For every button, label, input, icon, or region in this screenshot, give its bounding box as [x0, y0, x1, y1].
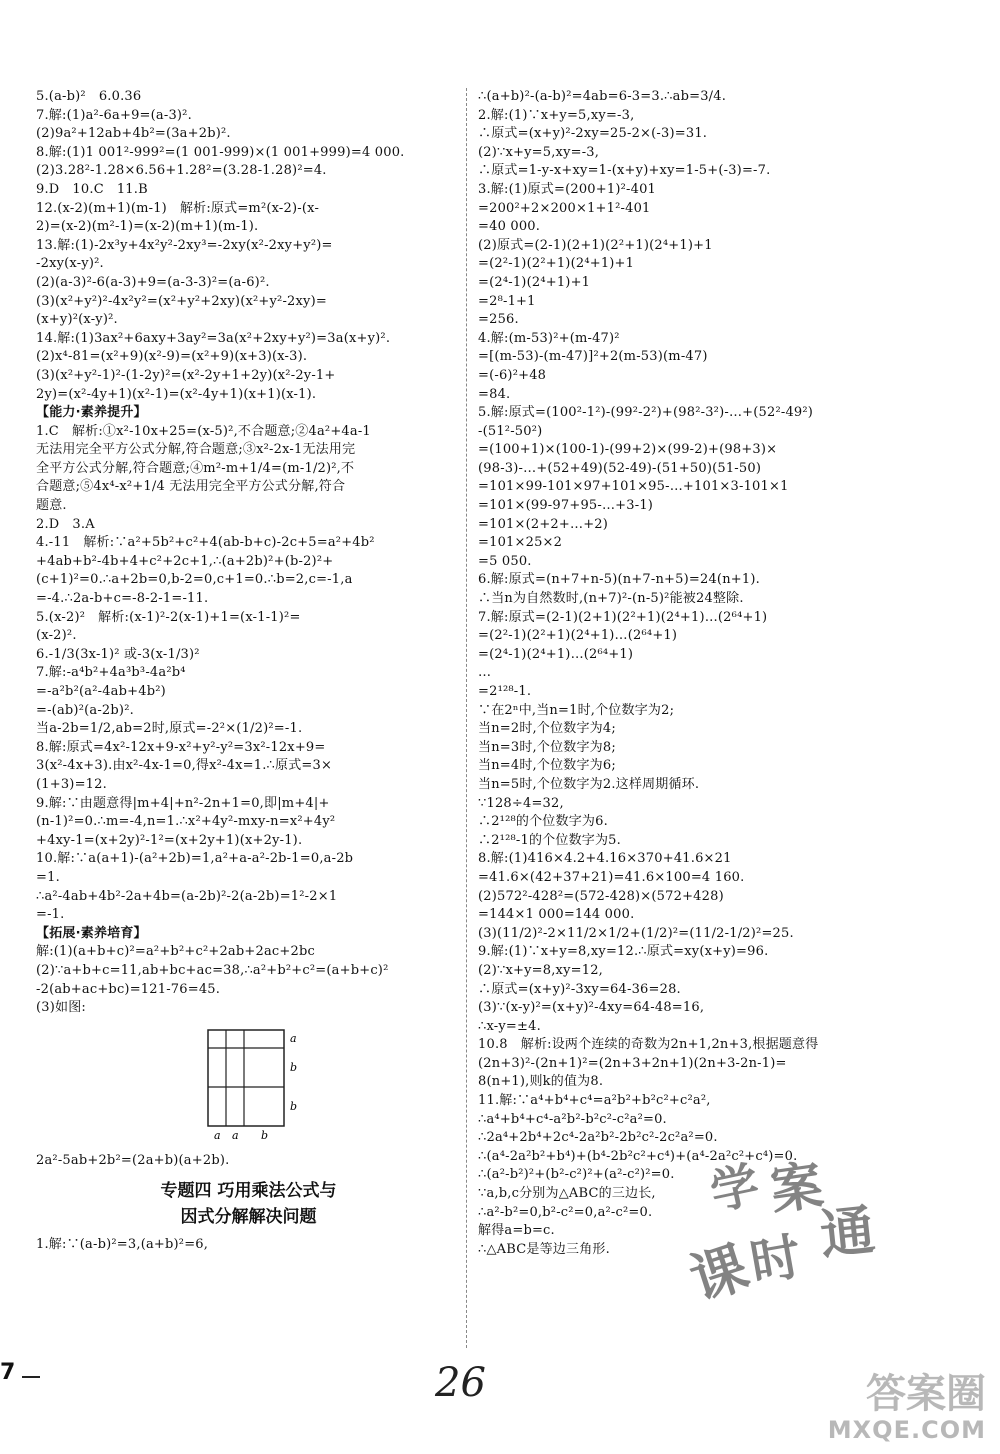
right-answer-line: 10.8 解析:设两个连续的奇数为2n+1,2n+3,根据题意得 — [478, 1037, 819, 1053]
section-title-line-2: 因式分解解决问题 — [180, 1207, 317, 1228]
left-answer-line: ∴a²-4ab+4b²-2a+4b=(a-2b)²-2(a-2b)=1²-2×1 — [36, 888, 338, 904]
right-answer-line: ∵a,b,c分别为△ABC的三边长, — [478, 1186, 656, 1202]
right-answer-line: =144×1 000=144 000. — [478, 907, 635, 923]
right-answer-line: =40 000. — [478, 219, 541, 235]
stamp-char-4: 通 — [817, 1197, 878, 1267]
left-answer-line: 4.-11 解析:∵a²+5b²+c²+4(ab-b+c)-2c+5=a²+4b² — [36, 535, 375, 551]
left-answer-line: (x-2)². — [36, 628, 77, 644]
left-answer-line: 无法用完全平方公式分解,符合题意;③x²-2x-1无法用完 — [36, 442, 356, 458]
right-answer-line: ∴原式=(x+y)²-3xy=64-36=28. — [478, 981, 681, 997]
right-answer-line: 7.解:原式=(2-1)(2+1)(2²+1)(2⁴+1)…(2⁶⁴+1) — [478, 609, 768, 625]
left-answer-lines — [36, 88, 461, 1018]
right-answer-line: =(-6)²+48 — [478, 367, 547, 383]
stamp-char-1: 案 — [766, 1154, 827, 1223]
left-answer-line: 【能力·素养提升】 — [36, 405, 147, 421]
area-model-figure — [204, 1024, 314, 1144]
fig-label-bottom-1: a — [232, 1128, 239, 1142]
left-column — [36, 88, 461, 1255]
left-answer-line: (1+3)=12. — [36, 776, 107, 792]
right-answer-line: =200²+2×200×1+1²-401 — [478, 200, 651, 216]
right-answer-line: ∴2¹²⁸的个位数字为6. — [478, 814, 608, 830]
left-answer-line: =-(ab)²(a-2b)². — [36, 702, 134, 718]
left-answer-line: =-4.∴2a-b+c=-8-2-1=-11. — [36, 591, 209, 607]
right-answer-line: =84. — [478, 386, 511, 402]
left-answer-line: 题意. — [36, 498, 67, 514]
left-answer-line: (n-1)²=0.∴m=-4,n=1.∴x²+4y²-mxy-n=x²+4y² — [36, 814, 336, 830]
left-answer-line: =1. — [36, 869, 60, 885]
left-answer-line: 2)=(x-2)(m²-1)=(x-2)(m+1)(m-1). — [36, 219, 259, 235]
left-answer-line: (x+y)²(x-y)². — [36, 312, 118, 328]
left-answer-line: (2)3.28²-1.28×6.56+1.28²=(3.28-1.28)²=4. — [36, 163, 327, 179]
section-title-line-1: 专题四 巧用乘法公式与 — [160, 1181, 337, 1202]
right-answer-line: 2.解:(1)∵x+y=5,xy=-3, — [478, 107, 635, 123]
left-answer-line: 9.解:∵由题意得|m+4|+n²-2n+1=0,即|m+4|+ — [36, 795, 330, 811]
right-answer-line: 8.解:(1)416×4.2+4.16×370+41.6×21 — [478, 851, 732, 867]
stamp-char-2: 课 — [682, 1233, 757, 1314]
left-answer-line: (2)(a-3)²-6(a-3)+9=(a-3-3)²=(a-6)². — [36, 274, 270, 290]
right-answer-line: 当n=4时,个位数字为6; — [478, 758, 616, 774]
fig-label-right-1: b — [290, 1060, 298, 1074]
right-answer-line: =101×99-101×97+101×95-…+101×3-101×1 — [478, 479, 789, 495]
right-answer-line: ∴原式=(x+y)²-2xy=25-2×(-3)=31. — [478, 126, 708, 142]
left-answer-line: (3)(x²+y²-1)²-(1-2y)²=(x²-2y+1+2y)(x²-2y-1+ — [36, 367, 336, 383]
left-answer-line: 5.(a-b)² 6.0.36 — [36, 89, 142, 104]
right-answer-line: =2¹²⁸-1. — [478, 684, 532, 699]
right-answer-line: =[(m-53)-(m-47)]²+2(m-53)(m-47) — [478, 349, 708, 365]
right-answer-line: =101×25×2 — [478, 535, 563, 551]
right-answer-line: (2)∵x+y=5,xy=-3, — [478, 144, 600, 160]
stamp-char-0: 学 — [705, 1156, 765, 1222]
right-column — [478, 88, 968, 1259]
right-answer-line: ∴x-y=±4. — [478, 1018, 541, 1034]
figure-conclusion: 2a²-5ab+2b²=(2a+b)(a+2b). — [36, 1152, 230, 1168]
watermark — [828, 1372, 986, 1444]
left-answer-line: 8.解:原式=4x²-12x+9-x²+y²-y²=3x²-12x+9= — [36, 739, 326, 755]
right-answer-line: (2n+3)²-(2n+1)²=(2n+3+2n+1)(2n+3-2n-1)= — [478, 1055, 787, 1071]
right-answer-line: ∴a⁴+b⁴+c⁴-a²b²-b²c²-c²a²=0. — [478, 1111, 667, 1127]
right-answer-line: ∴2a⁴+2b⁴+2c⁴-2a²b²-2b²c²-2c²a²=0. — [478, 1130, 718, 1146]
right-answer-line: ∴(a+b)²-(a-b)²=4ab=6-3=3.∴ab=3/4. — [478, 89, 727, 104]
right-answer-line: (2)572²-428²=(572-428)×(572+428) — [478, 888, 724, 904]
right-answer-line: 8(n+1),则k的值为8. — [478, 1074, 604, 1090]
right-answer-line: 当n=2时,个位数字为4; — [478, 721, 616, 737]
right-answer-line: =(2²-1)(2²+1)(2⁴+1)…(2⁶⁴+1) — [478, 628, 678, 644]
right-answer-line: 11.解:∵a⁴+b⁴+c⁴=a²b²+b²c²+c²a², — [478, 1093, 711, 1109]
left-answer-line: 1.C 解析:①x²-10x+25=(x-5)²,不合题意;②4a²+4a-1 — [36, 423, 371, 439]
left-answer-line: 合题意;⑤4x⁴-x²+1/4 无法用完全平方公式分解,符合 — [36, 479, 346, 495]
right-answer-line: 3.解:(1)原式=(200+1)²-401 — [478, 181, 657, 197]
fig-label-right-0: a — [290, 1031, 297, 1045]
left-answer-line: 10.解:∵a(a+1)-(a²+2b)=1,a²+a-a²-2b-1=0,a-2b — [36, 851, 354, 867]
left-answer-line: 【拓展·素养培育】 — [36, 925, 147, 941]
left-answer-line: (2)9a²+12ab+4b²=(3a+2b)². — [36, 126, 231, 142]
right-answer-line: (2)∵x+y=8,xy=12, — [478, 962, 603, 978]
right-answer-line: ∴当n为自然数时,(n+7)²-(n-5)²能被24整除. — [478, 591, 744, 607]
column-divider — [466, 88, 467, 1348]
right-answer-line: =5 050. — [478, 553, 532, 569]
corner-number: 7 — [0, 1360, 16, 1385]
left-answer-line: 13.解:(1)-2x³y+4x²y²-2xy³=-2xy(x²-2xy+y²)= — [36, 237, 333, 253]
right-answer-line: ∴(a²-b²)²+(b²-c²)²+(a²-c²)²=0. — [478, 1167, 675, 1183]
left-answer-line: -2xy(x-y)². — [36, 256, 104, 272]
right-answer-line: … — [478, 665, 492, 681]
right-answer-line: ∴原式=1-y-x+xy=1-(x+y)+xy=1-5+(-3)=-7. — [478, 163, 771, 179]
left-answer-line: (c+1)²=0.∴a+2b=0,b-2=0,c+1=0.∴b=2,c=-1,a — [36, 572, 353, 588]
right-answer-line: (3)(11/2)²-2×11/2×1/2+(1/2)²=(11/2-1/2)²=25. — [478, 925, 794, 941]
right-answer-line: =(2⁴-1)(2⁴+1)…(2⁶⁴+1) — [478, 646, 634, 662]
left-answer-line: 6.-1/3(3x-1)² 或-3(x-1/3)² — [36, 646, 200, 662]
left-answer-line: (2)x⁴-81=(x²+9)(x²-9)=(x²+9)(x+3)(x-3). — [36, 349, 308, 365]
left-answer-line: 2y)=(x²-4y+1)(x²-1)=(x²-4y+1)(x+1)(x-1). — [36, 386, 317, 402]
fig-label-bottom-2: b — [261, 1128, 269, 1142]
right-answer-line: =(100+1)×(100-1)-(99+2)×(99-2)+(98+3)× — [478, 442, 778, 458]
right-answer-line: -(51²-50²) — [478, 423, 543, 439]
left-answer-line: =-1. — [36, 907, 65, 923]
right-answer-line: ∵128÷4=32, — [478, 795, 564, 811]
right-answer-line: ∴a²-b²=0,b²-c²=0,a²-c²=0. — [478, 1204, 653, 1220]
left-answer-line: 5.(x-2)² 解析:(x-1)²-2(x-1)+1=(x-1-1)²= — [36, 609, 301, 625]
left-answer-line: -2(ab+ac+bc)=121-76=45. — [36, 981, 221, 997]
left-answer-line: +4xy-1=(x+2y)²-1²=(x+2y+1)(x+2y-1). — [36, 832, 303, 848]
left-answer-line: 7.解:-a⁴b²+4a³b³-4a²b⁴ — [36, 665, 186, 681]
left-answer-line: 7.解:(1)a²-6a+9=(a-3)². — [36, 107, 192, 123]
right-answer-line: (98-3)-…+(52+49)(52-49)-(51+50)(51-50) — [478, 460, 762, 476]
right-answer-line: ∴(a⁴-2a²b²+b⁴)+(b⁴-2b²c²+c⁴)+(a⁴-2a²c²+c⁴)=0. — [478, 1148, 798, 1164]
right-answer-line: (2)原式=(2-1)(2+1)(2²+1)(2⁴+1)+1 — [478, 237, 713, 253]
right-answer-line: =256. — [478, 312, 519, 328]
left-answer-line: 全平方公式分解,符合题意;④m²-m+1/4=(m-1/2)²,不 — [36, 460, 355, 476]
corner-rule — [22, 1376, 40, 1378]
right-answer-line: 当n=5时,个位数字为2.这样周期循环. — [478, 776, 700, 792]
left-answer-line: 解:(1)(a+b+c)²=a²+b²+c²+2ab+2ac+2bc — [36, 944, 315, 960]
watermark-title: 答案圈 — [866, 1371, 986, 1417]
right-answer-line: (3)∵(x-y)²=(x+y)²-4xy=64-48=16, — [478, 1000, 705, 1016]
right-answer-line: =(2²-1)(2²+1)(2⁴+1)+1 — [478, 256, 635, 272]
right-answer-line: =101×(99-97+95-…+3-1) — [478, 498, 654, 514]
right-answer-line: ∵在2ⁿ中,当n=1时,个位数字为2; — [478, 702, 675, 718]
section-first-answer: 1.解:∵(a-b)²=3,(a+b)²=6, — [36, 1237, 209, 1253]
right-answer-line: 解得a=b=c. — [478, 1223, 555, 1239]
left-answer-line: 14.解:(1)3ax²+6axy+3ay²=3a(x²+2xy+y²)=3a(x+y)². — [36, 330, 391, 346]
left-answer-line: =-a²b²(a²-4ab+4b²) — [36, 684, 166, 699]
right-answer-line: 6.解:原式=(n+7+n-5)(n+7-n+5)=24(n+1). — [478, 572, 760, 588]
right-answer-lines — [478, 88, 968, 1259]
left-answer-line: 12.(x-2)(m+1)(m-1) 解析:原式=m²(x-2)-(x- — [36, 200, 320, 216]
section-title — [36, 1178, 461, 1230]
right-answer-line: ∴2¹²⁸-1的个位数字为5. — [478, 832, 621, 848]
right-answer-line: 9.解:(1)∵x+y=8,xy=12.∴原式=xy(x+y)=96. — [478, 944, 769, 960]
right-answer-line: 5.解:原式=(100²-1²)-(99²-2²)+(98²-3²)-…+(52²-49²) — [478, 405, 814, 421]
page-number: 26 — [435, 1360, 486, 1406]
right-answer-line: ∴△ABC是等边三角形. — [478, 1241, 610, 1257]
left-answer-line: +4ab+b²-4b+4+c²+2c+1,∴(a+2b)²+(b-2)²+ — [36, 553, 334, 569]
left-answer-line: 3(x²-4x+3).由x²-4x-1=0,得x²-4x=1.∴原式=3× — [36, 758, 333, 774]
right-answer-line: =41.6×(42+37+21)=41.6×100=4 160. — [478, 869, 745, 885]
watermark-url: MXQE.COM — [827, 1416, 986, 1444]
right-answer-line: =101×(2+2+…+2) — [478, 516, 609, 532]
left-answer-line: 当a-2b=1/2,ab=2时,原式=-2²×(1/2)²=-1. — [36, 721, 303, 737]
stamp-char-3: 时 — [745, 1226, 806, 1293]
left-answer-line: 2.D 3.A — [36, 516, 95, 532]
right-answer-line: 当n=3时,个位数字为8; — [478, 739, 616, 755]
fig-label-right-2: b — [290, 1099, 298, 1113]
left-answer-line: 8.解:(1)1 001²-999²=(1 001-999)×(1 001+999)=4 000. — [36, 144, 405, 160]
left-answer-line: 9.D 10.C 11.B — [36, 181, 148, 197]
rectangle-grid-diagram — [204, 1024, 314, 1144]
left-answer-line: (3)(x²+y²)²-4x²y²=(x²+y²+2xy)(x²+y²-2xy)= — [36, 293, 327, 309]
right-answer-line: =(2⁴-1)(2⁴+1)+1 — [478, 274, 591, 290]
right-answer-line: 4.解:(m-53)²+(m-47)² — [478, 330, 620, 346]
fig-label-bottom-0: a — [214, 1128, 221, 1142]
left-answer-line: (2)∵a+b+c=11,ab+bc+ac=38,∴a²+b²+c²=(a+b+c)² — [36, 962, 389, 978]
right-answer-line: =2⁸-1+1 — [478, 293, 536, 309]
left-answer-line: (3)如图: — [36, 1000, 86, 1016]
